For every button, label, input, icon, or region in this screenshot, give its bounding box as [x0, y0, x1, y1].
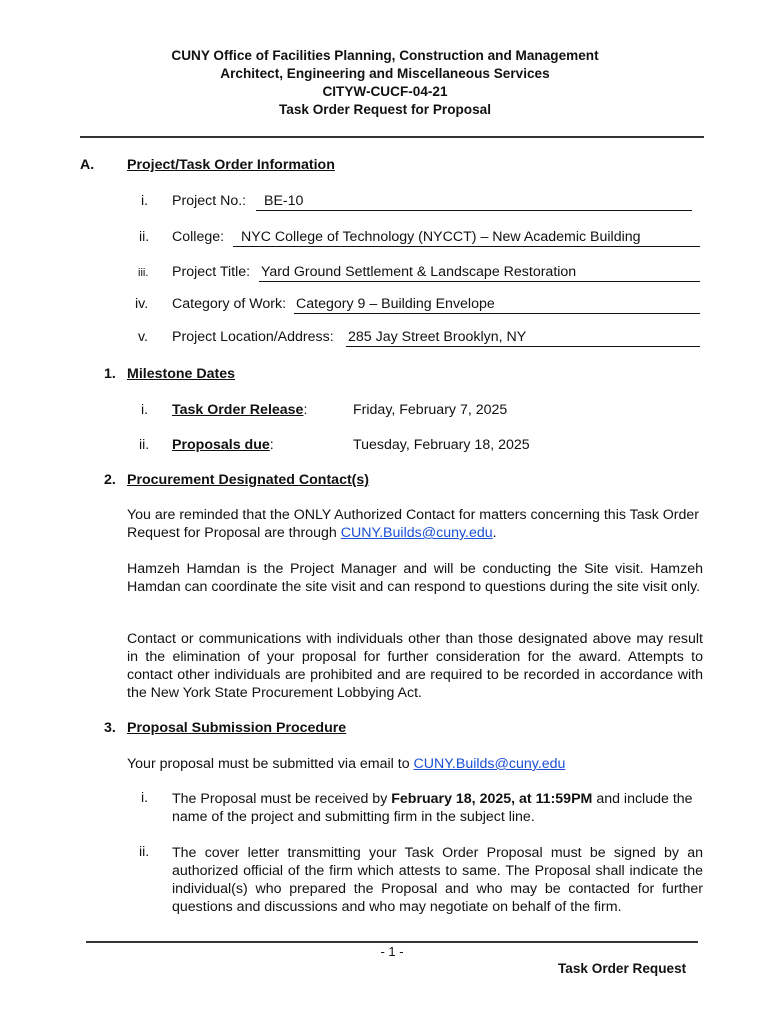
item-num: i. [141, 402, 149, 418]
category-value: Category 9 – Building Envelope [296, 296, 495, 312]
college-label: College: [172, 229, 225, 245]
contacts-paragraph-1 [127, 506, 703, 542]
footer-label: Task Order Request [558, 961, 687, 976]
location-label: Project Location/Address: [172, 329, 334, 345]
section-3-num: 3. [104, 720, 116, 736]
item-num: v. [138, 329, 148, 345]
item-num: ii. [139, 844, 150, 860]
project-no-field [256, 193, 692, 211]
page-number: - 1 - [380, 944, 404, 959]
item-num: iv. [135, 296, 149, 312]
doc-title-line-3: CITYW-CUCF-04-21 [322, 84, 448, 99]
submission-item-1 [172, 790, 703, 826]
header-divider [80, 136, 704, 138]
submission-intro-text: Your proposal must be submitted via email to [127, 756, 410, 772]
project-no-value: BE-10 [264, 193, 304, 209]
section-a-title: Project/Task Order Information [127, 157, 335, 173]
section-1-num: 1. [104, 366, 116, 382]
contacts-p1-text: You are reminded that the ONLY Authorized Contact for matters concerning this Task Order Request for Proposal are through [127, 507, 700, 541]
contacts-paragraph-2: Hamzeh Hamdan is the Project Manager and will be conducting the Site visit. Hamzeh Hamdan can coordinate the site visit and can respond to questions during the site visit only. [127, 561, 703, 595]
due-label: Proposals due [172, 437, 270, 453]
section-2-num: 2. [104, 472, 116, 488]
section-a-letter: A. [80, 157, 95, 173]
doc-title-line-2: Architect, Engineering and Miscellaneous Services [220, 66, 550, 81]
doc-title-line-1: CUNY Office of Facilities Planning, Construction and Management [171, 48, 599, 63]
contacts-title: Procurement Designated Contact(s) [127, 472, 370, 488]
college-field [233, 229, 700, 247]
location-field [346, 329, 700, 347]
due-label-wrap [172, 437, 274, 453]
release-colon: : [303, 402, 308, 418]
item-num: i. [141, 193, 149, 209]
submission-item-1-post: and include the name of the project and submitting firm in the subject line. [172, 791, 693, 825]
submission-item-2: The cover letter transmitting your Task Order Proposal must be signed by an authorized official of the firm which attests to same. The Proposal shall indicate the individual(s) who prepared the Proposal and who may be contacted for further questions and discussions and who may negotiate on behalf of the firm. [172, 845, 703, 915]
submission-intro [127, 756, 565, 772]
due-date: Tuesday, February 18, 2025 [353, 437, 530, 453]
project-no-label: Project No.: [172, 193, 247, 209]
project-title-field [259, 264, 700, 282]
item-num: ii. [139, 437, 150, 453]
location-value: 285 Jay Street Brooklyn, NY [348, 329, 527, 345]
submission-item-1-pre: The Proposal must be received by [172, 791, 388, 807]
category-field [294, 296, 700, 314]
item-num: iii. [138, 267, 149, 279]
contacts-paragraph-3: Contact or communications with individuals other than those designated above may result in the elimination of your proposal for further consideration for the award. Attempts to contact other individuals are prohibited and are required to be recorded in accordance with the New York State Procurement Lobbying Act. [127, 631, 703, 701]
milestones-title: Milestone Dates [127, 366, 236, 382]
footer-divider [86, 941, 698, 943]
submission-email-link[interactable]: CUNY.Builds@cuny.edu [413, 756, 566, 772]
due-colon: : [269, 437, 274, 453]
submission-title: Proposal Submission Procedure [127, 720, 347, 736]
project-title-value: Yard Ground Settlement & Landscape Restoration [261, 264, 577, 280]
cuny-builds-email-link[interactable]: CUNY.Builds@cuny.edu [340, 525, 493, 541]
college-value: NYC College of Technology (NYCCT) – New Academic Building [241, 229, 641, 245]
release-label: Task Order Release [172, 402, 304, 418]
item-num: ii. [139, 229, 150, 245]
submission-deadline: February 18, 2025, at 11:59PM [391, 791, 593, 807]
project-title-label: Project Title: [172, 264, 251, 280]
doc-title-line-4: Task Order Request for Proposal [278, 102, 492, 117]
release-date: Friday, February 7, 2025 [353, 402, 508, 418]
category-label: Category of Work: [172, 296, 287, 312]
contacts-p1-period: . [492, 525, 497, 541]
release-label-wrap [172, 402, 307, 418]
item-num: i. [141, 790, 149, 806]
